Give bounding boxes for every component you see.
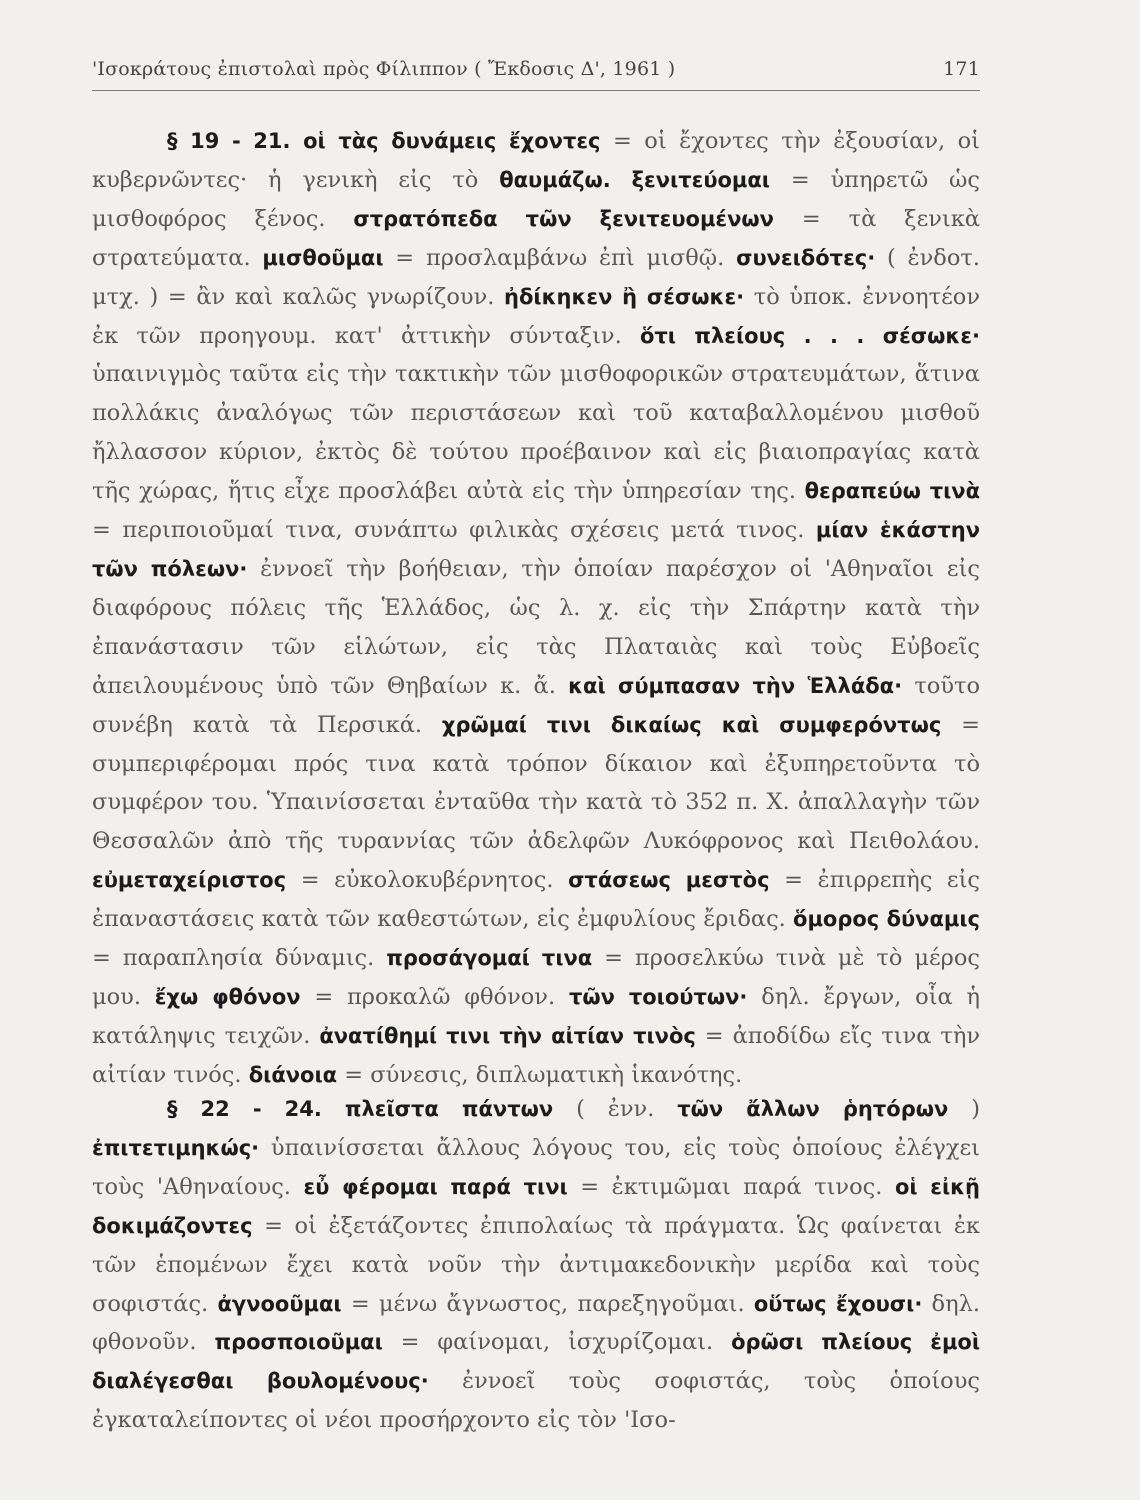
lemma-term: τῶν τοιούτων· (568, 984, 748, 1009)
header-rule (92, 90, 980, 91)
gloss-text: τὸ ὑποκ. ἐννοητέον ἐκ τῶν προηγουμ. κατ' ἀττικὴν σύνταξιν. (92, 283, 980, 349)
lemma-term: ξενιτεύομαι (631, 167, 770, 192)
gloss-text: = προσελκύω τινὰ μὲ τὸ μέρος μου. (92, 945, 980, 1010)
gloss-text: = προσλαμβάνω ἐπὶ μισθῷ. (383, 244, 737, 271)
gloss-text: δηλ. φθονοῦν. (92, 1290, 980, 1356)
gloss-text: = ἐκτιμῶμαι παρά τινος. (567, 1173, 895, 1200)
gloss-text: = περιποιοῦμαί τινα, συνάπτω φιλικὰς σχέσεις μετά τινος. (92, 517, 816, 544)
lemma-term: οὕτως ἔχουσι· (753, 1291, 923, 1316)
gloss-text: δηλ. ἔργων, οἷα ἡ κατάληψις τειχῶν. (92, 983, 980, 1049)
lemma-term: διάνοια (248, 1062, 338, 1087)
lemma-term: στάσεως μεστὸς (568, 868, 770, 893)
gloss-text: = οἱ ἐξετάζοντες ἐπιπολαίως τὰ πράγματα. Ὡς φαίνεται ἐκ τῶν ἑπομένων ἔχει κατὰ νοῦν τὴν ἀντιμακεδονικὴν μερίδα καὶ τοὺς σοφιστάς. (92, 1212, 980, 1317)
lemma-term: συνειδότες· (736, 245, 876, 270)
gloss-text: ( ἐνδοτ. μτχ. ) = ἂν καὶ καλῶς γνωρίζουν. (92, 244, 980, 310)
lemma-term: ἐπιτετιμηκώς· (92, 1135, 260, 1160)
lemma-term: στρατόπεδα τῶν ξενιτευομένων (353, 206, 774, 231)
lemma-term: καὶ σύμπασαν τὴν Ἑλλάδα· (568, 673, 903, 698)
lemma-term: ἀνατίθημί τινι τὴν αἰτίαν τινὸς (319, 1023, 696, 1048)
gloss-text: = προκαλῶ φθόνον. (300, 983, 569, 1010)
gloss-text: ( ἐνν. (553, 1096, 678, 1122)
lemma-term: μισθοῦμαι (262, 245, 384, 270)
lemma-term: εὐμεταχείριστος (92, 868, 287, 893)
paragraph-22-24 (92, 1090, 980, 1440)
lemma-term: ἀγνοοῦμαι (217, 1291, 342, 1316)
lemma-term: προσάγομαί τινα (386, 946, 593, 971)
lemma-term: οἱ εἰκῇ δοκιμάζοντες (92, 1174, 980, 1238)
header-title: 'Ισοκράτους ἐπιστολαὶ πρὸς Φίλιππον ( Ἔκδοσις Δ', 1961 ) (92, 58, 676, 80)
gloss-text: ὑπαινιγμὸς ταῦτα εἰς τὴν τακτικὴν τῶν μισθοφορικῶν στρατευμάτων, ἅτινα πολλάκις ἀναλόγως τῶν περιστάσεων καὶ τοῦ καταβαλλομένου μισθοῦ ἤλλασσον κύριον, ἐκτὸς δὲ τούτου προέβαινον καὶ εἰς βιαιοπραγίας κατὰ τῆς χώρας, ἥτις εἶχε προσλάβει αὐτὰ εἰς τὴν ὑπηρεσίαν της. (92, 361, 980, 505)
gloss-text: ἐννοεῖ τὴν βοήθειαν, τὴν ὁποίαν παρέσχον οἱ 'Αθηναῖοι εἰς διαφόρους πόλεις τῆς Ἑλλάδος, ὡς λ. χ. εἰς τὴν Σπάρτην κατὰ τὴν ἐπανάστασιν τῶν εἱλώτων, εἰς τὰς Πλαταιὰς καὶ τοὺς Εὐβοεῖς ἀπειλουμένους ὑπὸ τῶν Θηβαίων κ. ἄ. (92, 555, 981, 699)
lemma-term: ὁρῶσι πλείους ἐμοὶ διαλέγεσθαι βουλομένους· (92, 1330, 981, 1394)
gloss-text: ἐννοεῖ τοὺς σοφιστάς, τοὺς ὁποίους ἐγκαταλείποντες οἱ νέοι προσήρχοντο εἰς τὸν 'Ισο- (92, 1368, 980, 1434)
lemma-term: χρῶμαί τινι δικαίως καὶ συμφερόντως (441, 712, 942, 737)
lemma-term: § 22 - 24. πλεῖστα πάντων (167, 1097, 554, 1121)
gloss-text: = τὰ ξενικὰ στρατεύματα. (92, 205, 980, 271)
gloss-text: = συμπεριφέρομαι πρός τινα κατὰ τρόπον δίκαιον καὶ ἐξυπηρετοῦντα τὸ συμφέρον του. Ὑπαινίσσεται ἐνταῦθα τὴν κατὰ τὸ 352 π. Χ. ἀπαλλαγὴν τῶν Θεσσαλῶν ἀπὸ τῆς τυραννίας τῶν ἀδελφῶν Λυκόφρονος καὶ Πειθολάου. (92, 711, 980, 855)
gloss-text: = φαίνομαι, ἰσχυρίζομαι. (382, 1329, 732, 1356)
lemma-term: μίαν ἑκάστην τῶν πόλεων· (92, 518, 980, 581)
gloss-text: = μένω ἄγνωστος, παρεξηγοῦμαι. (341, 1290, 754, 1317)
gloss-text: = παραπλησία δύναμις. (92, 945, 387, 972)
gloss-text: = οἱ ἔχοντες τὴν ἐξουσίαν, οἱ κυβερνῶντες· ἡ γενικὴ εἰς τὸ (92, 128, 981, 193)
gloss-text: = σύνεσις, διπλωματικὴ ἱκανότης. (337, 1061, 743, 1088)
lemma-term: ἔχω φθόνον (154, 984, 301, 1009)
page-number: 171 (943, 58, 980, 80)
lemma-term: θαυμάζω. (499, 167, 611, 192)
lemma-term: ἠδίκηκεν ἢ σέσωκε· (504, 284, 745, 309)
lemma-term: θεραπεύω τινὰ (804, 479, 981, 504)
lemma-term: § 19 - 21. οἱ τὰς δυνάμεις ἔχοντες (167, 129, 601, 153)
paragraph-19-21 (92, 122, 980, 1095)
gloss-text: τοῦτο συνέβη κατὰ τὰ Περσικά. (92, 672, 980, 738)
gloss-text: ) (948, 1096, 980, 1122)
gloss-text: = εὐκολοκυβέρνητος. (286, 867, 569, 894)
lemma-term: προσποιοῦμαι (214, 1330, 383, 1355)
gloss-text: ὑπαινίσσεται ἄλλους λόγους του, εἰς τοὺς ὁποίους ἐλέγχει τοὺς 'Αθηναίους. (92, 1134, 980, 1200)
gloss-text: = ὑπηρετῶ ὡς μισθοφόρος ξένος. (92, 166, 981, 232)
lemma-term: εὖ φέρομαι παρά τινι (303, 1174, 568, 1199)
lemma-term: ὅτι πλείους . . . σέσωκε· (639, 323, 980, 348)
lemma-term: ὅμορος δύναμις (793, 907, 980, 932)
gloss-text (611, 167, 632, 193)
gloss-text: = ἀποδίδω εἴς τινα τὴν αἰτίαν τινός. (92, 1022, 980, 1088)
gloss-text: = ἐπιρρεπὴς εἰς ἐπαναστάσεις κατὰ τῶν καθεστώτων, εἰς ἐμφυλίους ἔριδας. (92, 867, 980, 933)
lemma-term: τῶν ἄλλων ῥητόρων (677, 1097, 949, 1121)
